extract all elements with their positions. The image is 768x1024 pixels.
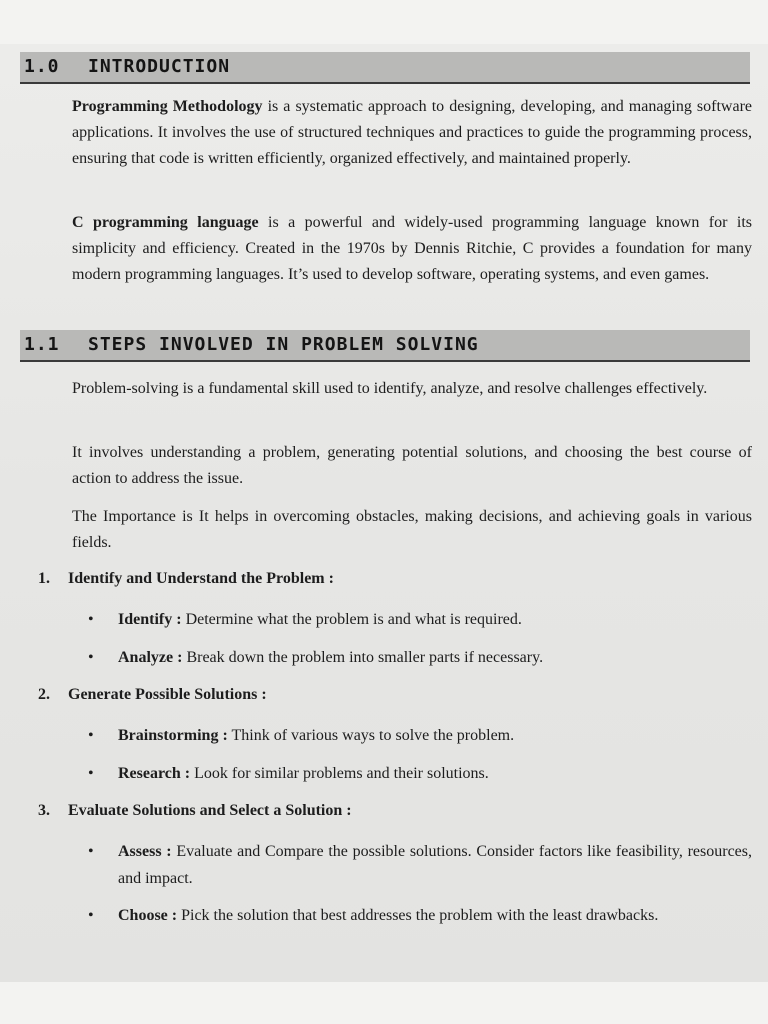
- bullet-icon: •: [88, 907, 94, 924]
- bullet-icon: •: [88, 727, 94, 744]
- term-c-programming-language: C programming language: [72, 214, 259, 231]
- bullet-icon: •: [88, 649, 94, 666]
- bullet-term: Identify :: [118, 611, 182, 628]
- paragraph-c-language: [72, 210, 752, 288]
- step-number: 1.: [38, 570, 50, 587]
- paragraph-text: is a systematic approach to designing, developing, and managing software applications. It involves the use of structured techniques and practices to guide the programming process, ensuring that code is written efficiently, organized effectively, and maintained properly.: [72, 98, 752, 167]
- bullet-term: Choose :: [118, 907, 178, 924]
- bullet-icon: •: [88, 611, 94, 628]
- term-programming-methodology: Programming Methodology: [72, 98, 263, 115]
- section-heading-introduction: [20, 52, 750, 84]
- bullet-text: Look for similar problems and their solutions.: [190, 765, 489, 782]
- bullet-term: Assess :: [118, 843, 172, 860]
- step-number: 3.: [38, 802, 50, 819]
- bullet-text: Think of various ways to solve the problem.: [227, 727, 515, 744]
- bullet-term: Analyze :: [118, 649, 183, 666]
- step-heading: [38, 686, 267, 704]
- bullet-text: Determine what the problem is and what is required.: [181, 611, 522, 628]
- paragraph-programming-methodology: [72, 94, 752, 172]
- step-number: 2.: [38, 686, 50, 703]
- bullet-term: Research :: [118, 765, 191, 782]
- step-title: Identify and Understand the Problem :: [68, 570, 334, 587]
- section-title: STEPS INVOLVED IN PROBLEM SOLVING: [88, 334, 479, 355]
- section-number: 1.0: [24, 56, 60, 77]
- bullet-term: Brainstorming :: [118, 727, 228, 744]
- step-title: Evaluate Solutions and Select a Solution :: [68, 802, 352, 819]
- step-heading: [38, 570, 334, 588]
- bullet-text: Break down the problem into smaller parts if necessary.: [182, 649, 544, 666]
- section-title: INTRODUCTION: [88, 56, 231, 77]
- bullet-icon: •: [88, 765, 94, 782]
- step-title: Generate Possible Solutions :: [68, 686, 267, 703]
- textbook-page: [0, 44, 768, 982]
- section-number: 1.1: [24, 334, 60, 355]
- paragraph-importance: The Importance is It helps in overcoming obstacles, making decisions, and achieving goals in various fields.: [72, 508, 752, 551]
- paragraph-problem-solving-definition: Problem-solving is a fundamental skill used to identify, analyze, and resolve challenges effectively.: [72, 380, 708, 397]
- bullet-text: Pick the solution that best addresses the problem with the least drawbacks.: [177, 907, 659, 924]
- step-heading: [38, 802, 352, 820]
- section-heading-problem-solving: [20, 330, 750, 362]
- paragraph-problem-solving-involves: It involves understanding a problem, generating potential solutions, and choosing the best course of action to address the issue.: [72, 444, 752, 487]
- bullet-text: Evaluate and Compare the possible solutions. Consider factors like feasibility, resources, and impact.: [118, 843, 753, 887]
- bullet-icon: •: [88, 843, 94, 860]
- paragraph-text: is a powerful and widely-used programming language known for its simplicity and efficiency. Created in the 1970s by Dennis Ritchie, C provides a foundation for many modern programming languages. It’s used to develop software, operating systems, and even games.: [72, 214, 752, 283]
